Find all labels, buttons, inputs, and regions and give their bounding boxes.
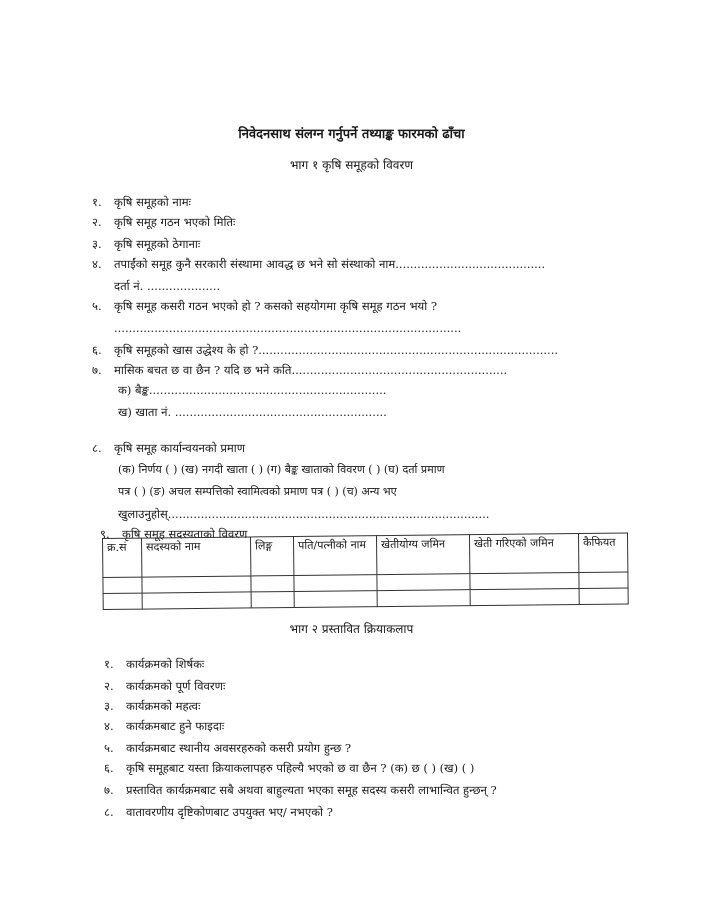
item-number: ८. (92, 441, 102, 455)
item-number: २. (92, 215, 102, 229)
item-number: ३. (104, 699, 114, 713)
part1-item-3 (92, 236, 200, 252)
table-cell (142, 576, 251, 593)
member-details-table (102, 532, 629, 610)
item-number: ७. (104, 783, 114, 797)
table-header-cell: खेतीयोग्य जमिन (376, 535, 469, 575)
part2-item-7 (104, 782, 497, 798)
item-text: खुलाउनुहोस्........................................................................................ (118, 507, 490, 521)
part2-item-1 (104, 656, 204, 672)
part1-item-7-account (118, 404, 387, 420)
part1-item-8-options-c (118, 506, 489, 522)
item-text: पत्र ( ) (ङ) अचल सम्पत्तिको स्वामित्वको प्रमाण पत्र ( ) (च) अन्य भए (118, 485, 397, 498)
part1-item-1 (92, 194, 191, 210)
item-number: ६. (92, 343, 102, 357)
part1-item-8-options-a (118, 462, 445, 478)
table-cell (103, 593, 142, 609)
item-text: (क) निर्णय ( ) (ख) नगदी खाता ( ) (ग) बैङ्क खाताको विवरण ( ) (घ) दर्ता प्रमाण (118, 463, 445, 476)
item-number: ६. (104, 761, 114, 775)
part2-heading: भाग २ प्रस्तावित क्रियाकलाप (289, 622, 414, 636)
part2-item-4 (104, 718, 224, 734)
table-cell (579, 572, 628, 589)
item-text: कृषि समूह कार्यान्वयनको प्रमाण (114, 441, 246, 455)
part1-item-7-bank (118, 382, 386, 398)
part2-item-8 (104, 804, 333, 820)
table-header-cell: कैफियत (578, 533, 627, 573)
item-text: ............................................................................................... (114, 321, 462, 335)
part1-item-4-registration (114, 278, 220, 294)
table-cell (251, 591, 294, 607)
item-number: २. (104, 679, 114, 693)
item-text: कृषि समूहको खास उद्धेश्य के हो ?.................................................................................. (114, 343, 558, 357)
item-number: १. (104, 657, 114, 671)
table-cell (294, 591, 377, 608)
part1-item-2 (92, 214, 235, 230)
table-cell (377, 574, 470, 591)
form-title: निवेदनसाथ संलग्न गर्नुपर्ने तथ्याङ्क फारमको ढाँचा (238, 127, 465, 142)
item-number: ४. (104, 719, 114, 733)
item-text: मासिक बचत छ वा छैन ? यदि छ भने कति........................................................... (114, 363, 508, 377)
item-text: कार्यक्रमको महत्वः (126, 699, 201, 713)
item-text: कृषि समूहको ठेगानाः (114, 237, 201, 251)
item-number: ५. (92, 299, 102, 313)
part1-item-8-options-b (118, 484, 397, 500)
item-text: कार्यक्रमको पूर्ण विवरणः (126, 679, 226, 693)
item-text: कार्यक्रमको शिर्षकः (126, 657, 205, 671)
table-cell (251, 575, 294, 591)
table-header-cell: सदस्यको नाम (142, 537, 251, 577)
table-cell (142, 592, 251, 609)
table-cell (377, 590, 470, 607)
item-text: कृषि समूह गठन भएको मितिः (114, 215, 236, 229)
item-number: ४. (92, 257, 102, 271)
part1-item-7 (92, 362, 507, 378)
table-cell (470, 589, 579, 606)
part1-item-5-answer-line (114, 320, 461, 336)
item-text: क) बैङ्क................................................................. (118, 383, 387, 397)
item-number: ७. (92, 363, 102, 377)
part1-item-6 (92, 342, 558, 358)
part2-item-2 (104, 678, 225, 694)
table-header-cell: पति/पत्नीको नाम (293, 536, 376, 576)
table-header-cell: क्र.सं (103, 538, 142, 577)
item-text: ख) खाता नं. .......................................................... (118, 405, 387, 419)
item-text: कृषि समूहबाट यस्ता क्रियाकलापहरु पहिल्यै भएको छ वा छैन ? (क) छ ( ) (ख) ( ) (126, 761, 475, 775)
item-text: प्रस्तावित कार्यक्रमबाट सबै अथवा बाहुल्यता भएका समूह सदस्य कसरी लाभान्वित हुन्छन् ? (126, 783, 497, 797)
part2-item-6 (104, 760, 474, 776)
item-number: ८. (104, 805, 114, 819)
item-text: तपाईंको समूह कुनै सरकारी संस्थामा आवद्ध छ भने सो संस्थाको नाम......................................... (114, 257, 546, 271)
item-number: ३. (92, 237, 102, 251)
table-cell (579, 588, 628, 605)
item-text: कार्यक्रमबाट स्थानीय अवसरहरुको कसरी प्रयोग हुन्छ ? (126, 741, 352, 755)
table-header-cell: लिङ्ग (250, 536, 293, 575)
part2-item-5 (104, 740, 351, 756)
part2-item-3 (104, 698, 200, 714)
item-text: कृषि समूह कसरी गठन भएको हो ? कसको सहयोगमा कृषि समूह गठन भयो ? (114, 299, 437, 313)
item-text: कृषि समूहको नामः (114, 195, 191, 209)
item-text: दर्ता नं. .................... (114, 279, 221, 293)
part1-item-5 (92, 298, 437, 314)
part1-heading: भाग १ कृषि समूहको विवरण (289, 158, 414, 172)
item-number: ९. (100, 527, 110, 541)
item-text: कृषि समूह सदस्यताको विवरण (122, 527, 248, 541)
table-cell (294, 575, 377, 592)
table-cell (103, 577, 142, 593)
part1-item-8 (92, 440, 245, 456)
item-text: वातावरणीय दृष्टिकोणबाट उपयुक्त भए/ नभएको ? (126, 805, 333, 819)
table-header-row (103, 533, 628, 577)
item-number: १. (92, 195, 102, 209)
item-text: कार्यक्रमबाट हुने फाइदाः (126, 719, 225, 733)
table-header-cell: खेती गरिएको जमिन (469, 534, 578, 574)
item-number: ५. (104, 741, 114, 755)
table-cell (470, 573, 579, 590)
part1-item-4 (92, 256, 545, 272)
